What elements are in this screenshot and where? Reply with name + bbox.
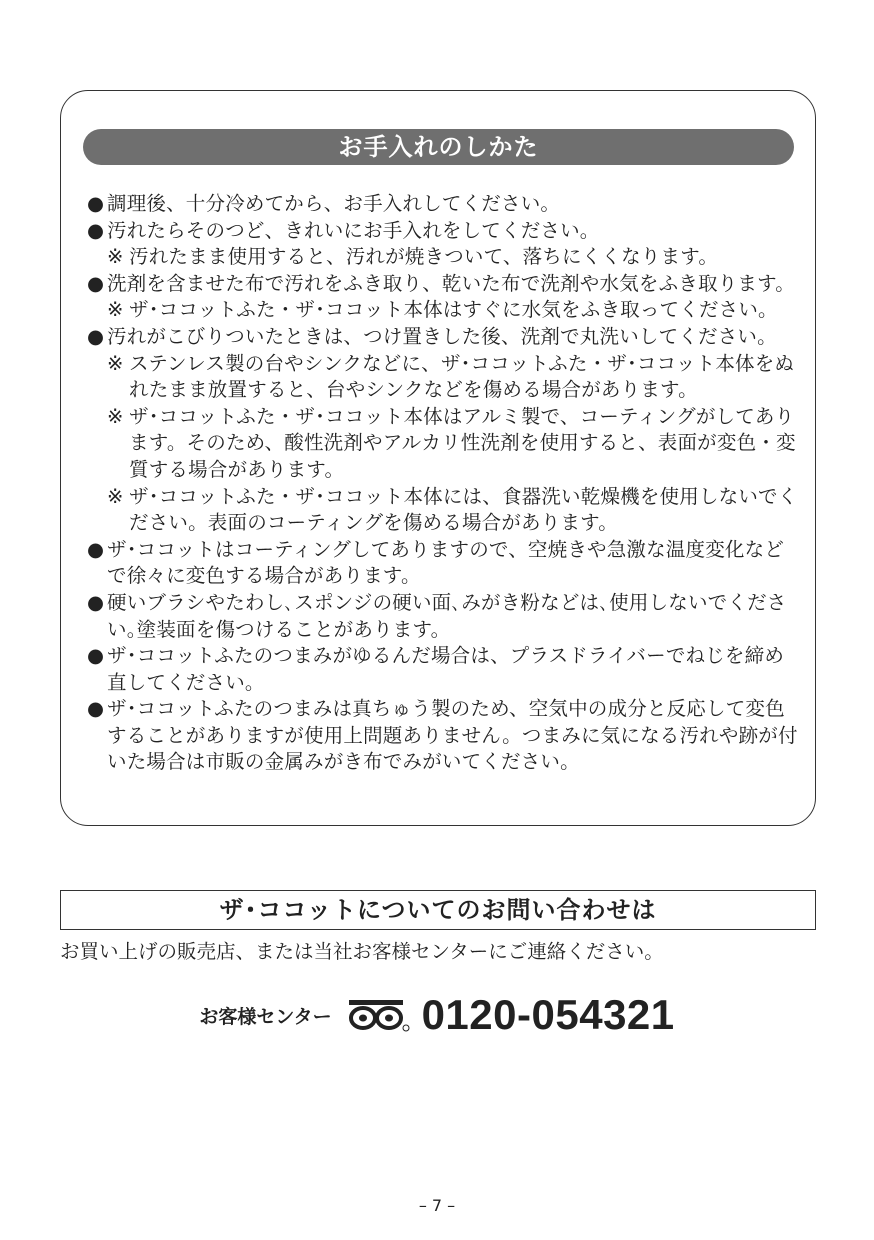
bullet-icon: ● bbox=[87, 537, 105, 561]
care-note-text: 汚れたまま使用すると、汚れが焼きついて、落ちにくくなります。 bbox=[129, 245, 719, 269]
care-item-text: 洗剤を含ませた布で汚れをふき取り、乾いた布で洗剤や水気をふき取ります。 bbox=[107, 271, 795, 295]
freedial-icon bbox=[348, 998, 410, 1032]
care-item-text: 硬いブラシやたわし､スポンジの硬い面､みがき粉などは､使用しないでください｡塗装面を傷つけることがあります。 bbox=[107, 590, 787, 641]
care-note bbox=[87, 404, 799, 484]
care-list bbox=[87, 191, 799, 776]
customer-center-row bbox=[0, 990, 874, 1040]
care-item bbox=[87, 191, 799, 218]
bullet-icon: ● bbox=[87, 324, 105, 348]
bullet-icon: ● bbox=[87, 697, 105, 721]
care-item bbox=[87, 643, 799, 696]
care-item bbox=[87, 537, 799, 590]
care-item bbox=[87, 590, 799, 643]
page-number: – 7 – bbox=[418, 1196, 456, 1215]
care-item bbox=[87, 324, 799, 351]
bullet-icon: ● bbox=[87, 644, 105, 668]
note-mark-icon: ※ bbox=[107, 351, 124, 375]
care-item-text: ザ･ココットふたのつまみは真ちゅう製のため、空気中の成分と反応して変色することがありますが使用上問題ありません。つまみに気になる汚れや跡が付いた場合は市販の金属みがき布でみがいてください。 bbox=[107, 697, 798, 774]
note-mark-icon: ※ bbox=[107, 404, 124, 428]
bullet-icon: ● bbox=[87, 218, 105, 242]
contact-description: お買い上げの販売店、または当社お客様センターにご連絡ください。 bbox=[60, 940, 664, 963]
care-section bbox=[60, 90, 816, 826]
care-title: お手入れのしかた bbox=[83, 129, 794, 165]
care-note-text: ザ･ココットふた・ザ･ココット本体はすぐに水気をふき取ってください。 bbox=[129, 298, 778, 322]
contact-title: ザ･ココットについてのお問い合わせは bbox=[60, 890, 816, 930]
note-mark-icon: ※ bbox=[107, 298, 124, 322]
bullet-icon: ● bbox=[87, 192, 105, 215]
care-note bbox=[87, 297, 799, 324]
care-item bbox=[87, 404, 799, 484]
care-item-text: 調理後、十分冷めてから、お手入れしてください。 bbox=[107, 192, 561, 215]
care-item bbox=[87, 351, 799, 404]
care-item bbox=[87, 244, 799, 271]
care-item-text: 汚れがこびりついたときは、つけ置きした後、洗剤で丸洗いしてください。 bbox=[107, 324, 777, 348]
care-note-text: ステンレス製の台やシンクなどに、ザ･ココットふた・ザ･ココット本体をぬれたまま放置すると、台やシンクなどを傷める場合があります。 bbox=[129, 351, 795, 402]
note-mark-icon: ※ bbox=[107, 484, 124, 508]
customer-center-label: お客様センター bbox=[199, 1005, 332, 1028]
care-item bbox=[87, 271, 799, 298]
care-note bbox=[87, 244, 799, 271]
care-note-text: ザ･ココットふた・ザ･ココット本体はアルミ製で、コーティングがしてあります。そのため、酸性洗剤やアルカリ性洗剤を使用すると、表面が変色・変質する場合があります。 bbox=[129, 404, 796, 481]
care-note-text: ザ･ココットふた・ザ･ココット本体には、食器洗い乾燥機を使用しないでください。表面のコーティングを傷める場合があります。 bbox=[129, 484, 798, 535]
care-item-text: ザ･ココットはコーティングしてありますので、空焼きや急激な温度変化などで徐々に変色する場合があります。 bbox=[107, 537, 785, 588]
bullet-icon: ● bbox=[87, 590, 105, 614]
bullet-icon: ● bbox=[87, 271, 105, 295]
care-item bbox=[87, 484, 799, 537]
care-note bbox=[87, 484, 799, 537]
care-item-text: 汚れたらそのつど、きれいにお手入れをしてください。 bbox=[107, 218, 600, 242]
care-item bbox=[87, 218, 799, 245]
care-item bbox=[87, 696, 799, 776]
care-note bbox=[87, 351, 799, 404]
note-mark-icon: ※ bbox=[107, 245, 124, 269]
care-item-text: ザ･ココットふたのつまみがゆるんだ場合は、プラスドライバーでねじを締め直してください。 bbox=[107, 644, 785, 694]
care-item bbox=[87, 297, 799, 324]
phone-number: 0120-054321 bbox=[421, 991, 675, 1038]
